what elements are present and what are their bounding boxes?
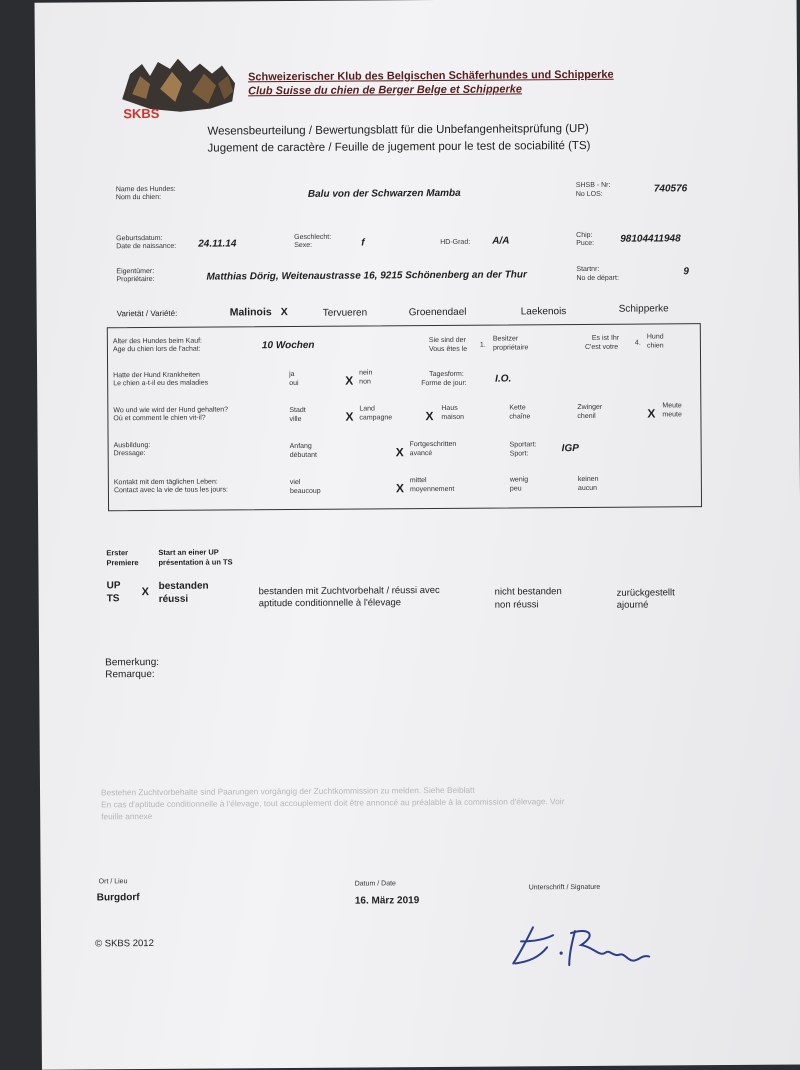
- r1-owner-q-de: Sie sind der: [428, 336, 466, 345]
- r3-pack-de: Meute: [662, 402, 682, 410]
- r3-mark-1: X: [345, 409, 354, 424]
- sex-label-de: Geschlecht:: [294, 233, 332, 241]
- r5-much-fr: beaucoup: [289, 487, 321, 496]
- r1-owner-q-fr: Vous êtes le: [428, 345, 468, 354]
- title-fr: Jugement de caractère / Feuille de jugement pour le test de sociabilité (TS): [207, 139, 591, 155]
- r5-mid-fr: moyennement: [409, 485, 455, 494]
- club-name-fr: Club Suisse du chien de Berger Belge et Schipperke: [248, 83, 523, 98]
- r5-few-fr: peu: [509, 485, 522, 493]
- variety-tervueren: Tervueren: [322, 307, 368, 319]
- variety-groenendael: Groenendael: [408, 306, 467, 319]
- r1-q-fr: Age du chien lors de l'achat:: [112, 345, 201, 354]
- r2-yes-fr: oui: [289, 379, 299, 388]
- r3-q-fr: Où et comment le chien vit-il?: [113, 414, 206, 423]
- r3-city-de: Stadt: [289, 406, 306, 415]
- r2-q-fr: Le chien a-t-il eu des maladies: [113, 379, 209, 388]
- r4-q-de: Ausbildung:: [113, 442, 151, 450]
- r1-dog-role-de: Hund: [646, 333, 664, 341]
- shsb-label-fr: No LOS:: [575, 190, 603, 199]
- club-name-de: Schweizerischer Klub des Belgischen Schäferhundes und Schipperke: [248, 68, 614, 84]
- chip-number: 98104411948: [620, 233, 681, 245]
- ts-label: TS: [106, 593, 120, 605]
- r2-form-fr: Forme de jour:: [421, 379, 467, 388]
- note-line-2: En cas d'aptitude conditionnelle à l'élevage, tout accouplement doit être annoncé au préalable à la commission d'élevage. Voir: [101, 796, 565, 810]
- defer-fr: ajourné: [616, 599, 649, 611]
- chip-label-fr: Puce:: [576, 239, 595, 248]
- variety-laekenois: Laekenois: [520, 306, 567, 318]
- r4-sport: IGP: [561, 443, 579, 455]
- variety-malinois: Malinois: [229, 306, 272, 319]
- r3-q-de: Wo und wie wird der Hund gehalten?: [113, 406, 229, 415]
- fail-fr: non réussi: [494, 599, 539, 611]
- r2-form: I.O.: [495, 373, 512, 385]
- r5-much-de: viel: [289, 478, 301, 487]
- signature-label: Unterschrift / Signature: [528, 883, 601, 892]
- dog-name: Balu von der Schwarzen Mamba: [307, 187, 461, 200]
- variety-schipperke: Schipperke: [618, 303, 669, 315]
- first-de: Erster: [106, 548, 129, 558]
- r4-adv-de: Fortgeschritten: [409, 440, 457, 449]
- r3-land-fr: campagne: [359, 414, 393, 422]
- fail-de: nicht bestanden: [494, 586, 562, 598]
- r4-begin-fr: débutant: [289, 451, 317, 460]
- sex-value: f: [361, 237, 365, 249]
- r5-mark: X: [395, 481, 404, 496]
- passed-fr: réussi: [158, 593, 189, 605]
- up-label: UP: [106, 580, 121, 592]
- title-de: Wesensbeurteilung / Bewertungsblatt für die Unbefangenheitsprüfung (UP): [207, 122, 589, 138]
- r2-form-de: Tagesform:: [429, 370, 464, 379]
- r3-land-de: Land: [359, 405, 375, 413]
- r4-sport-fr: Sport:: [509, 450, 529, 458]
- r3-house-fr: maison: [441, 413, 465, 421]
- r5-q-fr: Contact avec la vie de tous les jours:: [113, 486, 228, 495]
- hd-value: A/A: [492, 235, 510, 247]
- note-line-3: feuille annexe: [101, 811, 153, 822]
- r1-owner-role-de: Besitzer: [492, 335, 519, 343]
- r1-dog-num: 4.: [634, 339, 641, 347]
- name-label-fr: Nom du chien:: [115, 193, 162, 202]
- r1-owner-num: 1.: [479, 341, 486, 349]
- r2-no-fr: non: [359, 378, 371, 386]
- r1-dog-q-fr: C'est votre: [584, 343, 619, 351]
- variety-mark: X: [280, 306, 288, 319]
- hd-label: HD-Grad:: [440, 238, 471, 246]
- start-number: 9: [683, 266, 690, 278]
- remarks-fr: Remarque:: [105, 668, 155, 681]
- first-fr: Premiere: [106, 558, 139, 568]
- chip-label-de: Chip:: [576, 231, 593, 240]
- r4-begin-de: Anfang: [289, 442, 312, 451]
- r3-mark-2: X: [425, 409, 434, 424]
- date-label: Datum / Date: [354, 880, 396, 888]
- r3-chain-fr: chaîne: [509, 413, 531, 421]
- variety-label: Varietät / Variété:: [116, 308, 178, 319]
- start-fr: présentation à un TS: [158, 557, 233, 567]
- date-value: 16. März 2019: [354, 895, 420, 907]
- r4-mark: X: [395, 445, 404, 460]
- r5-q-de: Kontakt mit dem täglichen Leben:: [113, 478, 218, 487]
- shsb-label-de: SHSB - Nr:: [575, 181, 611, 190]
- owner-label-de: Eigentümer:: [116, 267, 155, 276]
- r5-few-de: wenig: [509, 476, 529, 484]
- passed-de: bestanden: [158, 580, 209, 592]
- cond-de: bestanden mit Zuchtvorbehalt / réussi avec: [258, 584, 440, 598]
- r2-no-de: nein: [359, 369, 373, 377]
- r4-adv-fr: avancé: [409, 450, 433, 458]
- start-label-de: Startnr:: [576, 265, 600, 274]
- r3-chain-de: Kette: [509, 404, 526, 412]
- r3-pack-fr: meute: [662, 411, 682, 419]
- r5-none-de: keinen: [577, 475, 599, 484]
- r1-q-de: Alter des Hundes beim Kauf:: [112, 337, 203, 346]
- r5-mid-de: mittel: [409, 477, 427, 485]
- r3-kennel-fr: chenil: [577, 412, 596, 421]
- place-label: Ort / Lieu: [98, 878, 128, 886]
- r3-mark-3: X: [647, 406, 656, 421]
- owner-label-fr: Propriétaire:: [116, 275, 155, 284]
- cond-fr: aptitude conditionnelle à l'élevage: [258, 597, 402, 610]
- r4-sport-de: Sportart:: [509, 441, 537, 449]
- handwritten-signature: [509, 916, 669, 977]
- birth-label-de: Geburtsdatum:: [116, 234, 163, 243]
- r1-dog-q-de: Es ist Ihr: [591, 334, 620, 342]
- r2-yes-de: ja: [289, 370, 295, 379]
- copyright: © SKBS 2012: [95, 937, 154, 950]
- start-de: Start an einer UP: [158, 547, 219, 557]
- r2-q-de: Hatte der Hund Krankheiten: [113, 371, 200, 380]
- sex-label-fr: Sexe:: [294, 241, 313, 249]
- shsb-number: 740576: [653, 183, 688, 195]
- note-line-1: Bestehen Zuchtvorbehalte sind Paarungen vorgängig der Zuchtkommission zu melden. Siehe Beiblatt: [100, 784, 475, 798]
- name-label-de: Name des Hundes:: [115, 185, 176, 194]
- birth-date: 24.11.14: [198, 238, 237, 250]
- r5-none-fr: aucun: [577, 484, 598, 493]
- defer-de: zurückgestellt: [616, 587, 675, 599]
- result-mark: X: [141, 586, 150, 599]
- r1-owner-role-fr: propriétaire: [492, 344, 529, 352]
- start-label-fr: No de départ:: [576, 274, 619, 283]
- r4-q-fr: Dressage:: [113, 450, 146, 458]
- form-sheet: [35, 0, 800, 1070]
- r3-city-fr: ville: [289, 415, 302, 424]
- r1-dog-role-fr: chien: [646, 342, 664, 350]
- owner-name: Matthias Dörig, Weitenaustrasse 16, 9215 Schönenberg an der Thur: [206, 269, 527, 283]
- r1-answer: 10 Wochen: [261, 339, 315, 352]
- remarks-de: Bemerkung:: [105, 656, 160, 669]
- r2-mark: X: [345, 373, 354, 388]
- r3-house-de: Haus: [441, 404, 458, 412]
- place-value: Burgdorf: [96, 892, 140, 904]
- birth-label-fr: Date de naissance:: [116, 242, 177, 251]
- org-short: SKBS: [123, 105, 160, 122]
- r3-kennel-de: Zwinger: [577, 403, 603, 412]
